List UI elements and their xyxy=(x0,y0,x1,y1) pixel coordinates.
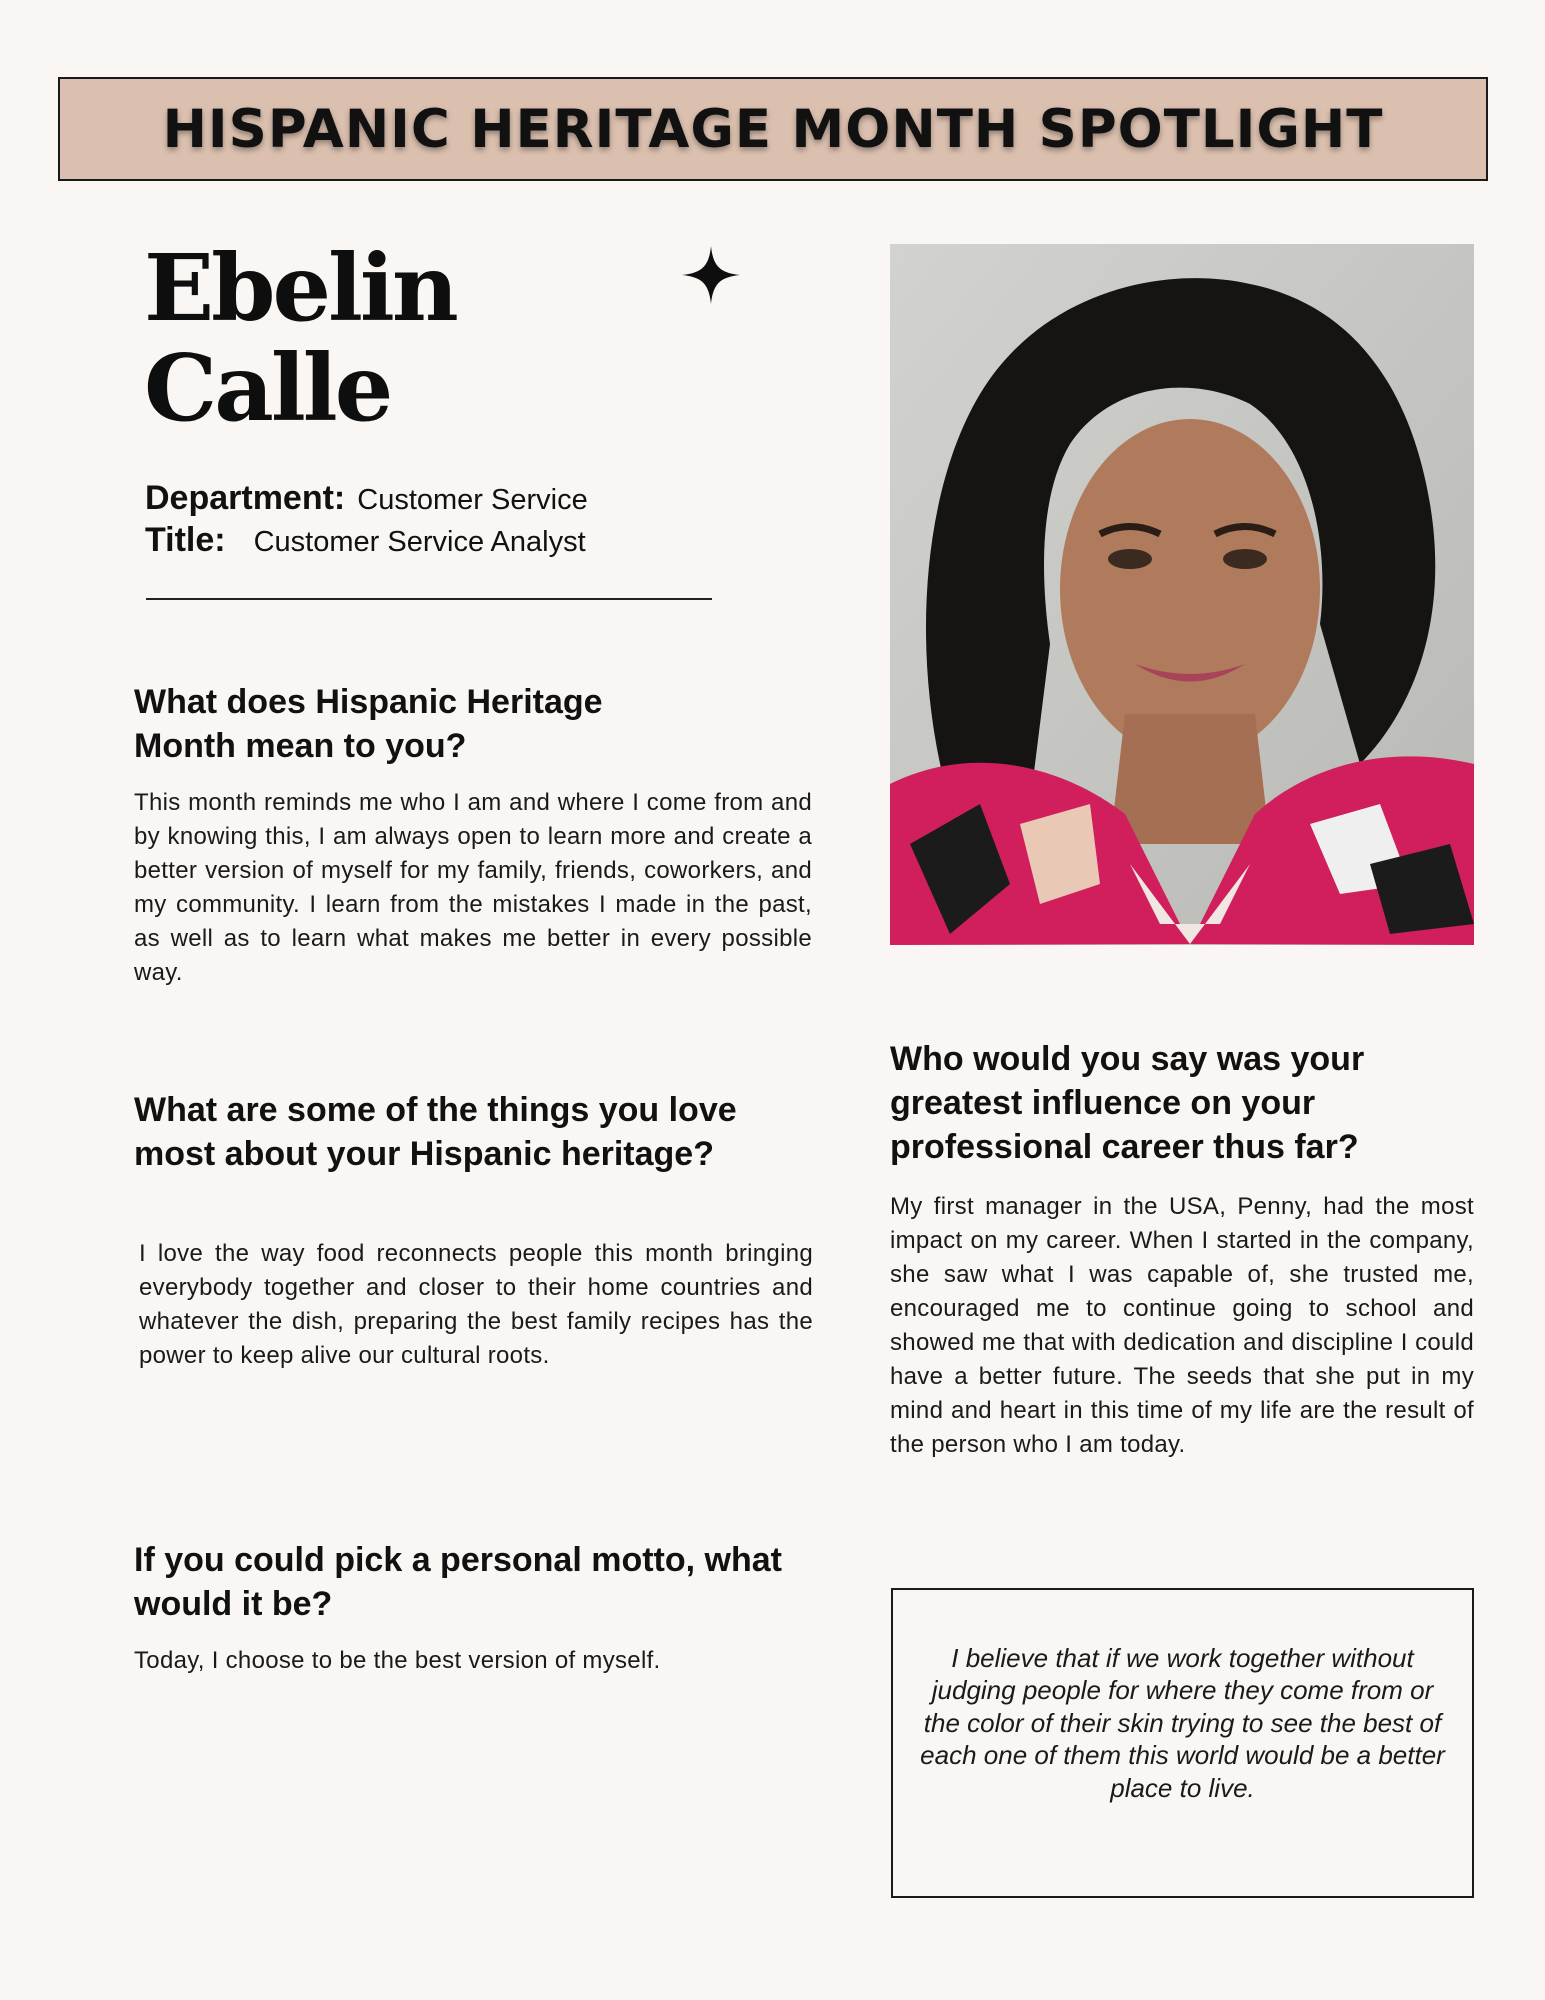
page-title: HISPANIC HERITAGE MONTH SPOTLIGHT xyxy=(162,98,1384,160)
sparkle-icon xyxy=(680,244,742,306)
question-greatest-influence: Who would you say was your greatest influence on your professional career thus far? xyxy=(890,1040,1365,1166)
portrait-photo xyxy=(890,244,1474,945)
divider xyxy=(146,598,712,600)
title-value: Customer Service Analyst xyxy=(253,526,586,558)
department-row xyxy=(145,478,588,520)
quote-text: I believe that if we work together without judging people for where they come from or the color of their skin trying to see the best of each one of them this world would be a better place to live. xyxy=(920,1642,1445,1803)
last-name: Calle xyxy=(144,334,391,442)
answer-things-you-love: I love the way food reconnects people this month bringing everybody together and closer to their home countries and whatever the dish, preparing the best family recipes has the power to keep alive our cultural roots. xyxy=(139,1240,813,1369)
first-name: Ebelin xyxy=(144,234,456,342)
department-label: Department: xyxy=(145,479,346,517)
quote-box xyxy=(891,1588,1474,1898)
title-row xyxy=(145,520,588,562)
answer-greatest-influence: My first manager in the USA, Penny, had the most impact on my career. When I started in the company, she saw what I was capable of, she trusted me, encouraged me to continue going to school and showed me that with dedication and discipline I could have a better future. The seeds that she put in my mind and heart in this time of my life are the result of the person who I am today. xyxy=(890,1193,1474,1458)
question-things-you-love: What are some of the things you love most about your Hispanic heritage? xyxy=(134,1091,737,1173)
department-value: Customer Service xyxy=(357,484,588,516)
answer-heritage-meaning: This month reminds me who I am and where I come from and by knowing this, I am always open to learn more and create a better version of myself for my family, friends, coworkers, and my community. I learn from the mistakes I made in the past, as well as to learn what makes me better in every possible way. xyxy=(134,789,812,986)
question-heritage-meaning: What does Hispanic Heritage Month mean to you? xyxy=(134,683,603,765)
answer-personal-motto: Today, I choose to be the best version of myself. xyxy=(134,1647,661,1674)
employee-name xyxy=(144,234,456,442)
title-label: Title: xyxy=(145,521,226,559)
employee-meta xyxy=(145,478,588,562)
question-personal-motto: If you could pick a personal motto, what would it be? xyxy=(134,1541,782,1623)
header-banner xyxy=(58,77,1488,181)
